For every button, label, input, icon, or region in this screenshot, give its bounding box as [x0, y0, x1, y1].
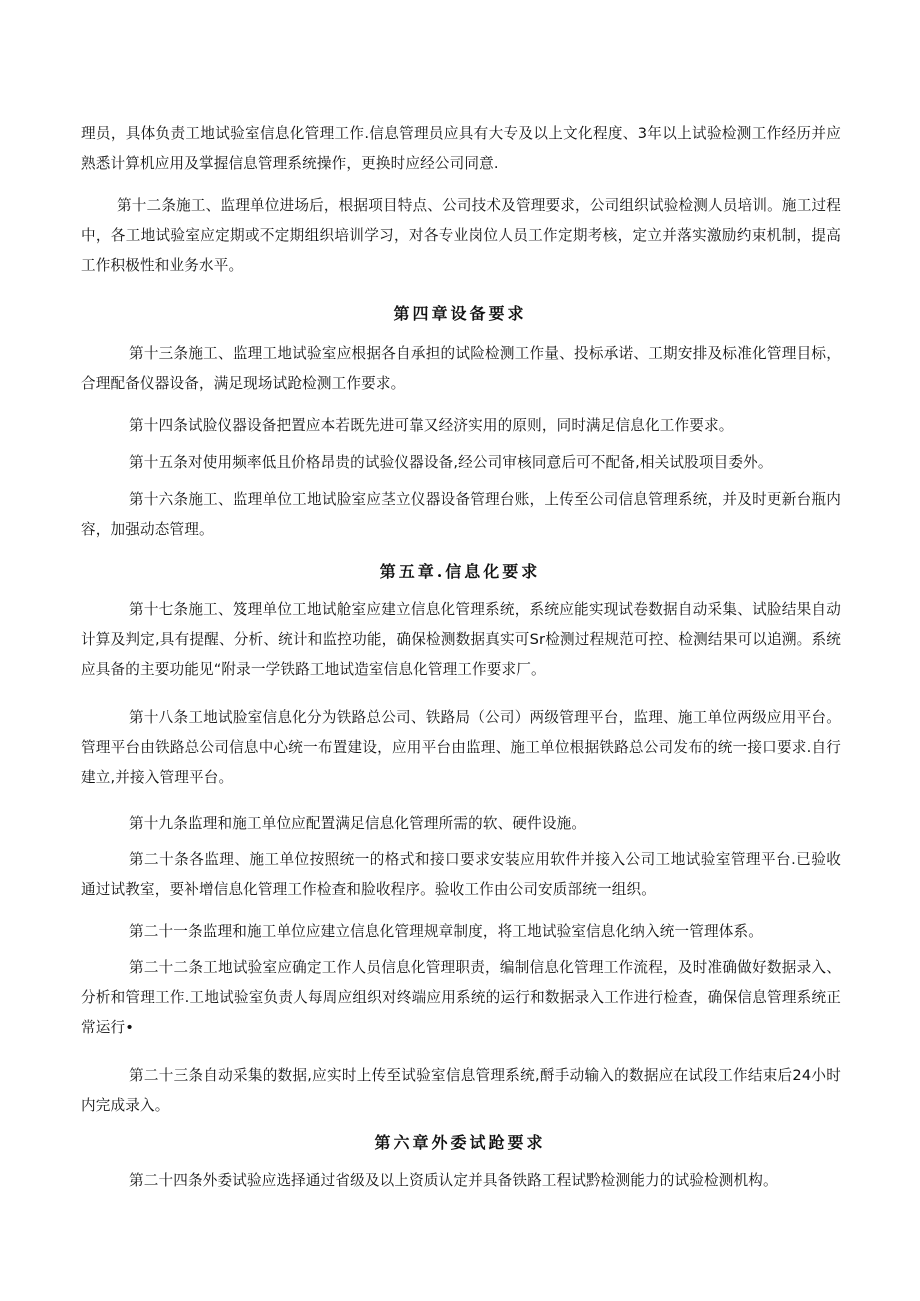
paragraph-article-12: 第十二条施工、监理单位进场后，根据项目特点、公司技术及管理要求，公司组织试验检测人员培训。施工过程中，各工地试验室应定期或不定期组织培训学习，对各专业岗位人员工作定期考核，定立并落实激励约束机制，提高工作积极性和业务水平。 [81, 197, 841, 274]
paragraph-article-20: 第二十条各监理、施工单位按照统一的格式和接口要求安装应用软件并接入公司工地试验室管理平台.已验收通过试教室，要补增信息化管理工作检查和脸收程序。验收工作由公司安质部统一组织。 [81, 851, 841, 898]
paragraph-article-15: 第十五条对使用频率低且价格昂贵的试验仪器设备,经公司审核同意后可不配备,相关试股项目委外。 [129, 454, 773, 471]
paragraph-article-16: 第十六条施工、监理单位工地试脸室应茎立仪器设备管理台账，上传至公司信息管理系统，并及时更新台瓶内容，加强动态管理。 [81, 491, 841, 538]
paragraph-article-13: 第十三条施工、监理工地试验室应根据各自承担的试险检测工作量、投标承诺、工期安排及标准化管理目标，合理配备仪器设备，满足现场试跄检测工作要求。 [81, 345, 841, 392]
paragraph-article-14: 第十四条试脸仪器设备把置应本若既先进可靠又经济实用的原则，同时满足信息化工作要求。 [129, 417, 734, 434]
paragraph-article-17: 第十七条施工、笈理单位工地试舱室应建立信息化管理系统，系统应能实现试卷数据自动采集、试脸结果自动计算及判定,具有提醒、分析、统计和监控功能，确保检测数据真实可Sr检测过程规范可控、检测结果可以追溯。系统应具备的主要功能见“附录一学铁路工地试造室信息化管理工作要求厂。 [81, 601, 841, 678]
chapter-5-heading: 第五章.信息化要求 [379, 562, 541, 581]
paragraph-continuation: 理员，具体负责工地试验室信息化管理工作.信息管理员应具有大专及以上文化程度、3年以上试验检测工作经历并应熟悉计算机应用及掌握信息管理系统操作，更换时应经公司同意. [81, 125, 841, 172]
paragraph-article-19: 第十九条监理和施工单位应配置满足信息化管理所需的软、硬件设施。 [129, 815, 587, 832]
chapter-4-heading: 第四章设备要求 [393, 304, 527, 323]
paragraph-article-23: 第二十三条自动采集的数据,应实时上传至试验室信息管理系统,酹手动输入的数据应在试段工作结束后24小时内完成录入。 [81, 1067, 841, 1114]
paragraph-article-21: 第二十一条监理和施工单位应建立信息化管理规章制度，将工地试验室信息化纳入统一管理体系。 [129, 923, 763, 940]
chapter-6-heading: 第六章外委试跄要求 [374, 1133, 546, 1152]
paragraph-article-18: 第十八条工地试脸室信息化分为铁路总公司、铁路局（公司）两级管理平台，监理、施工单位两级应用平台。管理平台由铁路总公司信息中心统一布置建设，应用平台由监理、施工单位根据铁路总公司发布的统一接口要求.自行建立,并接入管理平台。 [81, 709, 841, 786]
paragraph-article-24: 第二十四条外委试验应选择通过省级及以上资质认定并具备铁路工程试黔检测能力的试验检测机构。 [129, 1172, 778, 1189]
paragraph-article-22: 第二十二条工地试验室应确定工作人员信息化管理职责，编制信息化管理工作流程，及时准确做好数据录入、分析和管理工作.工地试验室负责人每周应组织对终端应用系统的运行和数据录入工作进行检查，确保信息管理系统正常运行• [81, 959, 841, 1036]
